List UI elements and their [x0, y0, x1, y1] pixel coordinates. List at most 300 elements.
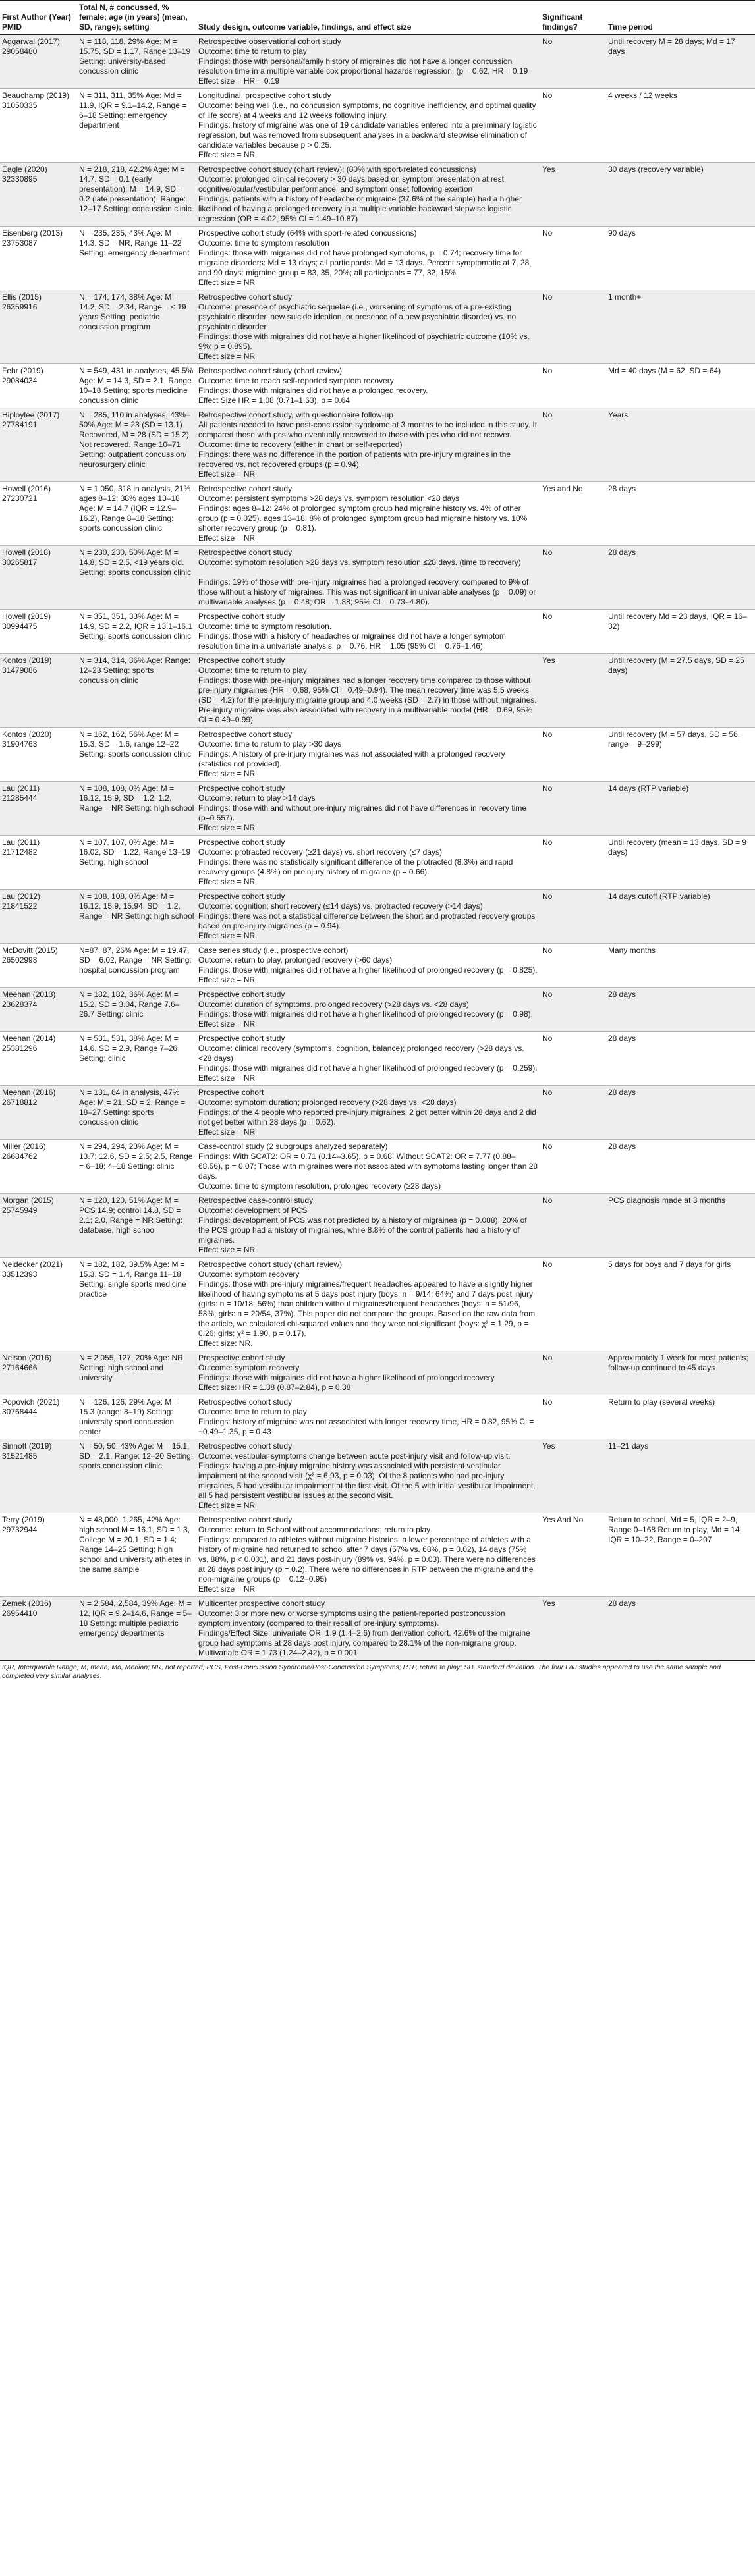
details-line: Findings: those with migraines did not have a higher likelihood of prolonged recovery. — [198, 1373, 497, 1382]
details-line: Findings: development of PCS was not predicted by a history of migraines (p = 0.088). 20% of the PCS group had a history of migraines, while 8.8% of the control patients had a history of migraines. — [198, 1216, 527, 1245]
cell-significant: Yes And No — [540, 1513, 606, 1597]
cell-details — [196, 35, 540, 89]
cell-author — [0, 1194, 77, 1258]
table-row — [0, 408, 755, 482]
details-line: Outcome: vestibular symptoms change between acute post-injury visit and follow-up visit. — [198, 1451, 511, 1461]
table-row — [0, 782, 755, 836]
table-row — [0, 546, 755, 610]
details-line: Findings: ages 8–12: 24% of prolonged symptom group had migraine history vs. 4% of other group (p = 0.025). ages 13–18: 8% of prolonged symptom group had migraine history vs. 10% shorter recovery group (p = 0.81). — [198, 504, 528, 533]
table-footnote: IQR, Interquartile Range; M, mean; Md, Median; NR, not reported; PCS, Post-Concussion Syndrome/Post-Concussion Symptoms; RTP, return to play; SD, standard deviation. The four Lau studies appeared to use the same sample and completed very similar analyses. — [2, 1663, 721, 1680]
details-line: Findings: those with a history of headaches or migraines did not have a longer symptom resolution time in a univariate analysis, p = 0.76, HR = 1.05 (95% CI = 0.76–1.46). — [198, 631, 506, 651]
details-line: Retrospective observational cohort study — [198, 37, 341, 46]
details-line: Effect size = NR — [198, 533, 256, 543]
author-year: Meehan (2016) — [2, 1088, 56, 1097]
cell-author — [0, 290, 77, 364]
details-line: Effect size = NR — [198, 278, 256, 287]
details-line: Findings: history of migraine was one of 19 candidate variables entered into a preliminary logistic regression, but was removed from subsequent analyses in a backward stepwise elimination of candidate variables because p > 0.25. — [198, 121, 537, 149]
details-line: Findings: there was no difference in the portion of patients with pre-injury migraines in the recovered vs. not recovered groups (p = 0.94). — [198, 450, 511, 469]
cell-time-period: 14 days (RTP variable) — [606, 782, 755, 836]
author-year: Kontos (2019) — [2, 656, 52, 665]
cell-author — [0, 163, 77, 227]
author-year: Meehan (2013) — [2, 990, 56, 999]
cell-significant: No — [540, 610, 606, 654]
cell-author — [0, 610, 77, 654]
pmid: 27230721 — [2, 494, 38, 503]
details-line: Retrospective cohort study (chart review) — [198, 366, 343, 375]
cell-details — [196, 728, 540, 782]
cell-significant: No — [540, 546, 606, 610]
details-line: Retrospective cohort study — [198, 730, 293, 739]
author-year: McDovitt (2015) — [2, 946, 58, 955]
cell-author — [0, 782, 77, 836]
cell-author — [0, 364, 77, 408]
details-line: Prospective cohort study — [198, 838, 285, 847]
cell-details — [196, 227, 540, 290]
pmid: 23628374 — [2, 1000, 38, 1009]
details-line: Prospective cohort — [198, 1088, 264, 1097]
pmid: 29058480 — [2, 47, 38, 56]
table-row — [0, 1032, 755, 1086]
cell-details — [196, 408, 540, 482]
details-line: Prospective cohort study — [198, 656, 285, 665]
cell-significant: No — [540, 89, 606, 163]
details-line: Outcome: symptom duration; prolonged recovery (>28 days vs. <28 days) — [198, 1098, 457, 1107]
author-year: Aggarwal (2017) — [2, 37, 61, 46]
details-line: Outcome: time to return to play — [198, 47, 307, 56]
header-significant: Significant findings? — [540, 1, 606, 35]
details-line: Retrospective cohort study — [198, 548, 293, 557]
cell-significant: No — [540, 782, 606, 836]
details-line: Retrospective cohort study — [198, 1515, 293, 1524]
details-line: Outcome: time to recovery (either in chart or self-reported) — [198, 440, 403, 449]
pmid: 21841522 — [2, 901, 38, 911]
cell-sample: N = 285, 110 in analyses, 43%–50% Age: M = 23 (SD = 13.1) Recovered, M = 28 (SD = 15.2) Not recovered. Range 10–71 Setting: outpatient concussion/ neurosurgery clinic — [77, 408, 196, 482]
header-sample: Total N, # concussed, % female; age (in years) (mean, SD, range); setting — [77, 1, 196, 35]
table-row — [0, 482, 755, 546]
details-line: Findings: those with pre-injury migraines had a longer recovery time compared to those without pre-injury migraines (HR = 0.68, 95% CI = 0.49–0.94). The mean recovery time was 5.5 weeks (SD = 4.2) for the pre-injury migraine group and 4.0 weeks (SD = 2.7) in those without migraines. Pre-injury migraine was also associated with recovery in a multivariable model (HR = 0.69, 95% CI = 0.49–0.99) — [198, 676, 537, 724]
table-row — [0, 654, 755, 728]
details-line: Effect Size HR = 1.08 (0.71–1.63), p = 0.64 — [198, 396, 350, 405]
author-year: Hiploylee (2017) — [2, 410, 60, 419]
cell-sample: N = 549, 431 in analyses, 45.5% Age: M = 14.3, SD = 2.1, Range 10–18 Setting: sports medicine concussion clinic — [77, 364, 196, 408]
pmid: 31479086 — [2, 666, 38, 675]
table-row — [0, 836, 755, 890]
cell-author — [0, 1140, 77, 1194]
details-line: Prospective cohort study — [198, 1353, 285, 1362]
author-year: Eagle (2020) — [2, 165, 47, 174]
cell-author — [0, 35, 77, 89]
cell-significant: No — [540, 1194, 606, 1258]
details-line: Case series study (i.e., prospective cohort) — [198, 946, 349, 955]
cell-significant: No — [540, 988, 606, 1032]
details-line: Findings: history of migraine was not associated with longer recovery time, HR = 0.82, 95% CI = −0.49–1.35, p = 0.43 — [198, 1417, 534, 1436]
cell-sample: N = 126, 126, 29% Age: M = 15.3 (range: 8–19) Setting: university sport concussion center — [77, 1395, 196, 1439]
author-year: Miller (2016) — [2, 1142, 46, 1151]
table-row — [0, 1395, 755, 1439]
cell-sample: N = 531, 531, 38% Age: M = 14.6, SD = 2.9, Range 7–26 Setting: clinic — [77, 1032, 196, 1086]
author-year: Howell (2016) — [2, 484, 51, 493]
cell-time-period: 5 days for boys and 7 days for girls — [606, 1258, 755, 1351]
cell-sample: N = 235, 235, 43% Age: M = 14.3, SD = NR, Range 11–22 Setting: emergency department — [77, 227, 196, 290]
cell-sample: N = 108, 108, 0% Age: M = 16.12, 15.9, 15.94, SD = 1.2, Range = NR Setting: high school — [77, 890, 196, 944]
pmid: 27164666 — [2, 1363, 38, 1372]
cell-time-period: Until recovery M = 28 days; Md = 17 days — [606, 35, 755, 89]
cell-sample: N = 182, 182, 36% Age: M = 15.2, SD = 3.04, Range 7.6–26.7 Setting: clinic — [77, 988, 196, 1032]
details-line: Prospective cohort study — [198, 784, 285, 793]
cell-details — [196, 89, 540, 163]
details-line: Outcome: time to reach self-reported symptom recovery — [198, 376, 394, 385]
table-row — [0, 1351, 755, 1395]
cell-sample: N = 108, 108, 0% Age: M = 16.12, 15.9, SD = 1.2, 1.2, Range = NR Setting: high school — [77, 782, 196, 836]
cell-details — [196, 890, 540, 944]
details-line: Findings: With SCAT2: OR = 0.71 (0.14–3.65), p = 0.68! Without SCAT2: OR = 7.77 (0.88–68.56), p = 0.07; Those with migraines were not associated with symptoms lasting longer than 28 days. — [198, 1152, 538, 1181]
cell-significant: No — [540, 35, 606, 89]
details-line: Effect size = NR — [198, 150, 256, 159]
pmid: 21285444 — [2, 793, 38, 803]
details-line: Retrospective cohort study — [198, 1441, 293, 1451]
details-line — [198, 568, 538, 577]
author-year: Morgan (2015) — [2, 1196, 54, 1205]
author-year: Zemek (2016) — [2, 1599, 51, 1608]
details-line: Retrospective cohort study — [198, 484, 293, 493]
cell-time-period: Approximately 1 week for most patients; follow-up continued to 45 days — [606, 1351, 755, 1395]
cell-sample: N = 174, 174, 38% Age: M = 14.2, SD = 2.34, Range = ≤ 19 years Setting: pediatric concussion program — [77, 290, 196, 364]
details-line: Findings: those with pre-injury migraines/frequent headaches appeared to have a slightly higher likelihood of having symptoms at 5 days post injury (boys: n = 9/14; 64%) and 7 days post injury (girls: n = 10/18; 56%) than children without migraines/frequent headaches (boys: n = 51/96, 53%; girls: n = 20/54, 37%). This paper did not compare the groups. Based on the raw data from the article, we calculated chi-squared values and they were not significant (boys: χ² = 1.29, p = 0.26; girls: χ² = 1.90, p = 0.17). — [198, 1279, 536, 1338]
details-line: Outcome: duration of symptoms. prolonged recovery (>28 days vs. <28 days) — [198, 1000, 469, 1009]
cell-time-period: Until recovery Md = 23 days, IQR = 16–32) — [606, 610, 755, 654]
details-line: All patients needed to have post-concussion syndrome at 3 months to be included in this study. It compared those with pcs who eventually recovered to those with pcs who did not recover. — [198, 420, 538, 439]
details-line: Effect size = NR — [198, 1245, 256, 1254]
details-line: Outcome: return to School without accommodations; return to play — [198, 1525, 431, 1534]
author-year: Terry (2019) — [2, 1515, 45, 1524]
cell-significant: Yes and No — [540, 482, 606, 546]
pmid: 26954410 — [2, 1609, 38, 1618]
table-row — [0, 290, 755, 364]
details-line: Effect size: HR = 1.38 (0.87–2.84), p = 0.38 — [198, 1383, 351, 1392]
table-row — [0, 988, 755, 1032]
details-line: Multicenter prospective cohort study — [198, 1599, 325, 1608]
details-line: Outcome: clinical recovery (symptoms, cognition, balance); prolonged recovery (>28 days vs. <28 days) — [198, 1044, 524, 1063]
details-line: Outcome: return to play, prolonged recovery (>60 days) — [198, 955, 393, 965]
author-year: Fehr (2019) — [2, 366, 43, 375]
cell-sample: N = 218, 218, 42.2% Age: M = 14.7, SD = 0.1 (early presentation); M = 14.9, SD = 0.2 (late presentation); Range: 12–17 Setting: concussion clinic — [77, 163, 196, 227]
cell-sample: N = 351, 351, 33% Age: M = 14.9, SD = 2.2, IQR = 13.1–16.1 Setting: sports concussion clinic — [77, 610, 196, 654]
cell-time-period: 28 days — [606, 482, 755, 546]
details-line: Outcome: being well (i.e., no concussion symptoms, no cognitive inefficiency, and optimal quality of life score) at 4 weeks and 12 weeks following injury. — [198, 101, 536, 120]
cell-author — [0, 1086, 77, 1140]
details-line: Effect size = NR — [198, 1501, 256, 1510]
details-line: Prospective cohort study — [198, 1034, 285, 1043]
cell-details — [196, 546, 540, 610]
details-line: Outcome: time to return to play — [198, 1407, 307, 1416]
details-line: Retrospective cohort study — [198, 292, 293, 302]
cell-significant: No — [540, 944, 606, 988]
details-line: Prospective cohort study — [198, 612, 285, 621]
details-line: Findings: of the 4 people who reported pre-injury migraines, 2 got better within 28 days and 2 did not get better within 28 days (p = 0.62). — [198, 1108, 536, 1127]
author-year: Howell (2018) — [2, 548, 51, 557]
author-year: Ellis (2015) — [2, 292, 42, 302]
pmid: 26684762 — [2, 1152, 38, 1161]
details-line: Findings: those with migraines did not have prolonged symptoms, p = 0.74; recovery time for migraine disorders: Md = 13 days; all participants: Md = 13 days. Percent symptomatic at 7, 28, and 90 days: migraine group = 83, 35, 20%; all participants = 77, 32, 15%. — [198, 248, 532, 277]
cell-time-period: 30 days (recovery variable) — [606, 163, 755, 227]
cell-time-period: Years — [606, 408, 755, 482]
cell-details — [196, 1439, 540, 1513]
table-row — [0, 1597, 755, 1661]
details-line: Effect size = NR — [198, 352, 256, 361]
table-row — [0, 1258, 755, 1351]
cell-author — [0, 1395, 77, 1439]
details-line: Findings: compared to athletes without migraine histories, a lower percentage of athletes with a history of migraine had returned to school after 7 days (57% vs. 68%, p = 0.02), 14 days (75% vs. 88%, p < 0.001), and 21 days post-injury (89% vs. 94%, p = 0.03). There were no differences at 28 days post injury (p = 0.2). There were no differences in RTP between the migraine and the non-migraine groups (p = 0.12–0.95) — [198, 1535, 536, 1584]
details-line: Findings: patients with a history of headache or migraine (37.6% of the sample) had a higher likelihood of having a prolonged recovery in a multiple variable backward stepwise logistic regression (OR = 4.02, 95% CI = 1.49–10.87) — [198, 194, 522, 223]
cell-details — [196, 482, 540, 546]
author-year: Lau (2011) — [2, 784, 40, 793]
details-line: Effect size = NR — [198, 1019, 256, 1029]
cell-details — [196, 782, 540, 836]
cell-time-period: 90 days — [606, 227, 755, 290]
details-line: Findings: A history of pre-injury migraines was not associated with a prolonged recovery (statistics not provided). — [198, 749, 505, 768]
cell-significant: Yes — [540, 654, 606, 728]
cell-details — [196, 1032, 540, 1086]
cell-details — [196, 610, 540, 654]
cell-details — [196, 163, 540, 227]
cell-details — [196, 290, 540, 364]
details-line: Outcome: return to play >14 days — [198, 793, 316, 803]
cell-significant: No — [540, 290, 606, 364]
pmid: 27784191 — [2, 420, 38, 429]
details-line: Longitudinal, prospective cohort study — [198, 91, 331, 100]
cell-sample: N = 2,055, 127, 20% Age: NR Setting: high school and university — [77, 1351, 196, 1395]
cell-sample: N = 230, 230, 50% Age: M = 14.8, SD = 2.5, <19 years old. Setting: sports concussion clinic — [77, 546, 196, 610]
cell-author — [0, 890, 77, 944]
cell-sample: N=87, 87, 26% Age: M = 19.47, SD = 6.02, Range = NR Setting: hospital concussion program — [77, 944, 196, 988]
pmid: 26359916 — [2, 302, 38, 311]
details-line: Outcome: time to symptom resolution. — [198, 622, 332, 631]
cell-sample: N = 50, 50, 43% Age: M = 15.1, SD = 2.1, Range: 12–20 Setting: sports concussion clinic — [77, 1439, 196, 1513]
details-line: Effect size = NR — [198, 975, 256, 984]
cell-time-period: 28 days — [606, 1032, 755, 1086]
table-row — [0, 89, 755, 163]
cell-author — [0, 1258, 77, 1351]
details-line: Findings: those with migraines did not have a prolonged recovery. — [198, 386, 428, 395]
details-line: Outcome: protracted recovery (≥21 days) vs. short recovery (≤7 days) — [198, 847, 442, 857]
cell-time-period: Until recovery (M = 57 days, SD = 56, range = 9–299) — [606, 728, 755, 782]
cell-author — [0, 546, 77, 610]
details-line: Findings: those with and without pre-injury migraines did not have differences in recovery time (p=0.557). — [198, 803, 527, 822]
cell-time-period: Return to play (several weeks) — [606, 1395, 755, 1439]
pmid: 31521485 — [2, 1451, 38, 1461]
details-line: Outcome: symptom resolution >28 days vs. symptom resolution ≤28 days. (time to recovery) — [198, 558, 521, 567]
cell-sample: N = 182, 182, 39.5% Age: M = 15.3, SD = 1.4, Range 11–18 Setting: single sports medicine practice — [77, 1258, 196, 1351]
cell-sample: N = 118, 118, 29% Age: M = 15.75, SD = 1.17, Range 13–19 Setting: university-based concussion clinic — [77, 35, 196, 89]
cell-significant: Yes — [540, 163, 606, 227]
details-line: Outcome: symptom recovery — [198, 1270, 300, 1279]
cell-significant: No — [540, 227, 606, 290]
cell-time-period: 4 weeks / 12 weeks — [606, 89, 755, 163]
details-line: Findings: there was no statistically significant difference of the protracted (8.3%) and rapid recovery groups (4.8%) on preinjury history of migraine (p = 0.66). — [198, 857, 513, 876]
table-row — [0, 227, 755, 290]
table-row — [0, 1194, 755, 1258]
details-line: Effect size = NR — [198, 1127, 256, 1137]
header-author: First Author (Year) PMID — [0, 1, 77, 35]
cell-time-period: Md = 40 days (M = 62, SD = 64) — [606, 364, 755, 408]
cell-details — [196, 836, 540, 890]
cell-details — [196, 1194, 540, 1258]
cell-significant: Yes — [540, 1597, 606, 1661]
cell-author — [0, 944, 77, 988]
author-year: Beauchamp (2019) — [2, 91, 70, 100]
cell-author — [0, 654, 77, 728]
cell-time-period: 28 days — [606, 1086, 755, 1140]
header-row — [0, 1, 755, 35]
cell-significant: No — [540, 1086, 606, 1140]
cell-author — [0, 1032, 77, 1086]
details-line: Outcome: presence of psychiatric sequelae (i.e., worsening of symptoms of a pre-existing psychiatric disorder, new suicide ideation, or presence of a new psychiatric disorder) vs. no psychiatric disorder — [198, 302, 517, 331]
cell-details — [196, 654, 540, 728]
pmid: 30265817 — [2, 558, 38, 567]
author-year: Sinnott (2019) — [2, 1441, 52, 1451]
cell-author — [0, 1351, 77, 1395]
table-row — [0, 1513, 755, 1597]
cell-time-period: 28 days — [606, 1597, 755, 1661]
author-year: Lau (2011) — [2, 838, 40, 847]
cell-author — [0, 408, 77, 482]
table-row — [0, 1086, 755, 1140]
details-line: Effect size = NR — [198, 470, 256, 479]
cell-significant: No — [540, 1351, 606, 1395]
cell-details — [196, 1395, 540, 1439]
table-row — [0, 610, 755, 654]
details-line: Outcome: cognition; short recovery (≤14 days) vs. protracted recovery (>14 days) — [198, 901, 483, 911]
details-line: Effect size = NR — [198, 1073, 256, 1083]
details-line: Outcome: time to return to play — [198, 666, 307, 675]
author-year: Nelson (2016) — [2, 1353, 52, 1362]
table-body — [0, 35, 755, 1661]
table-row — [0, 890, 755, 944]
cell-sample: N = 294, 294, 23% Age: M = 13.7; 12.6, SD = 2.5; 2.5, Range = 6–18; 4–18 Setting: clinic — [77, 1140, 196, 1194]
cell-sample: N = 2,584, 2,584, 39% Age: M = 12, IQR = 9.2–14.6, Range = 5–18 Setting: multiple pediatric emergency departments — [77, 1597, 196, 1661]
cell-sample: N = 48,000, 1,265, 42% Age: high school M = 16.1, SD = 1.3, College M = 20.1, SD = 1.4; Range 14–25 Setting: high school and university athletes in the same sample — [77, 1513, 196, 1597]
cell-author — [0, 89, 77, 163]
pmid: 26718812 — [2, 1098, 38, 1107]
cell-sample: N = 314, 314, 36% Age: Range: 12–23 Setting: sports concussion clinic — [77, 654, 196, 728]
table-row — [0, 1439, 755, 1513]
cell-details — [196, 1258, 540, 1351]
cell-sample: N = 311, 311, 35% Age: Md = 11.9, IQR = 9.1–14.2, Range = 6–18 Setting: emergency department — [77, 89, 196, 163]
cell-time-period: 28 days — [606, 988, 755, 1032]
cell-details — [196, 944, 540, 988]
details-line: Findings: having a pre-injury migraine history was associated with persistent vestibular impairment at the second visit (χ² = 6.93, p = 0.03). Of the 8 patients who had pre-injury migraines, 5 had vestibular impairment at the first visit. Of the 5 with initial vestibular impairment, all 5 had persistent vestibular issues at the second visit. — [198, 1461, 536, 1500]
cell-significant: No — [540, 836, 606, 890]
details-line: Effect size = HR = 0.19 — [198, 76, 280, 86]
details-line: Findings/Effect Size: univariate OR=1.9 (1.4–2.6) from derivation cohort. 42.6% of the migraine group had symptoms at 28 days post injury, compared to 28.1% of the non-migraine group. Multivariate OR = 1.73 (1.24–2.42), p = 0.001 — [198, 1628, 530, 1657]
author-year: Neidecker (2021) — [2, 1260, 63, 1269]
header-time: Time period — [606, 1, 755, 35]
details-line: Case-control study (2 subgroups analyzed separately) — [198, 1142, 388, 1151]
cell-author — [0, 988, 77, 1032]
author-year: Lau (2012) — [2, 892, 41, 901]
cell-time-period: PCS diagnosis made at 3 months — [606, 1194, 755, 1258]
pmid: 29732944 — [2, 1525, 38, 1534]
table-row — [0, 364, 755, 408]
details-line: Retrospective cohort study (chart review) — [198, 1260, 343, 1269]
cell-significant: No — [540, 728, 606, 782]
author-year: Popovich (2021) — [2, 1397, 60, 1407]
details-line: Findings: those with migraines did not have a higher likelihood of prolonged recovery (p = 0.259). — [198, 1063, 538, 1073]
cell-details — [196, 1140, 540, 1194]
cell-author — [0, 1597, 77, 1661]
cell-sample: N = 120, 120, 51% Age: M = PCS 14.9; control 14.8, SD = 2.1; 2.0, Range = NR Setting: database, high school — [77, 1194, 196, 1258]
pmid: 32330895 — [2, 174, 38, 184]
author-year: Eisenberg (2013) — [2, 228, 63, 238]
cell-time-period: Until recovery (M = 27.5 days, SD = 25 days) — [606, 654, 755, 728]
author-year: Kontos (2020) — [2, 730, 52, 739]
pmid: 33512393 — [2, 1270, 38, 1279]
cell-author — [0, 1439, 77, 1513]
pmid: 26502998 — [2, 955, 38, 965]
cell-details — [196, 1351, 540, 1395]
details-line: Prospective cohort study — [198, 892, 285, 901]
pmid: 25745949 — [2, 1206, 38, 1215]
author-year: Howell (2019) — [2, 612, 51, 621]
cell-details — [196, 1597, 540, 1661]
pmid: 30768444 — [2, 1407, 38, 1416]
pmid: 29084034 — [2, 376, 38, 385]
details-line: Prospective cohort study — [198, 990, 285, 999]
cell-time-period: 14 days cutoff (RTP variable) — [606, 890, 755, 944]
cell-time-period: Many months — [606, 944, 755, 988]
details-line: Effect size = NR — [198, 931, 256, 940]
cell-time-period: 1 month+ — [606, 290, 755, 364]
details-line: Findings: 19% of those with pre-injury migraines had a prolonged recovery, compared to 9% of those without a history of migraines. This was not significant in univariable analyses (p = 0.09) or multivariable analyses (p = 0.48; OR = 1.88; 95% CI = 0.73–4.80). — [198, 577, 536, 606]
cell-author — [0, 482, 77, 546]
details-line: Effect size = NR — [198, 1584, 256, 1594]
cell-time-period: 11–21 days — [606, 1439, 755, 1513]
details-line: Outcome: development of PCS — [198, 1206, 308, 1215]
cell-sample: N = 1,050, 318 in analysis, 21% ages 8–12; 38% ages 13–18 Age: M = 14.7 (IQR = 12.9–16.2), Range 8–18 Setting: sports concussion clinic — [77, 482, 196, 546]
details-line: Outcome: prolonged clinical recovery > 30 days based on symptom presentation at rest, cognitive/ocular/vestibular performance, and symptom onset following exertion — [198, 174, 507, 194]
cell-significant: No — [540, 890, 606, 944]
table-row — [0, 1140, 755, 1194]
cell-significant: No — [540, 364, 606, 408]
pmid: 25381296 — [2, 1044, 38, 1053]
cell-time-period: Return to school, Md = 5, IQR = 2–9, Range 0–168 Return to play, Md = 14, IQR = 10–22, Range = 0–207 — [606, 1513, 755, 1597]
details-line: Prospective cohort study (64% with sport-related concussions) — [198, 228, 417, 238]
cell-details — [196, 1086, 540, 1140]
cell-details — [196, 1513, 540, 1597]
pmid: 23753087 — [2, 238, 38, 248]
header-details: Study design, outcome variable, findings, and effect size — [196, 1, 540, 35]
details-line: Findings: those with migraines did not have a higher likelihood of psychiatric outcome (10% vs. 9%; p = 0.895). — [198, 332, 530, 351]
cell-sample: N = 162, 162, 56% Age: M = 15.3, SD = 1.6, range 12–22 Setting: sports concussion clinic — [77, 728, 196, 782]
details-line: Outcome: 3 or more new or worse symptoms using the patient-reported postconcussion symptom inventory (compared to their recall of pre-injury symptoms). — [198, 1609, 505, 1628]
details-line: Effect size = NR — [198, 769, 256, 778]
details-line: Findings: those with personal/family history of migraines did not have a longer concussion resolution time in a multiple variable cox proportional hazards regression, (p = 0.62, HR = 0.19 — [198, 57, 528, 76]
author-year: Meehan (2014) — [2, 1034, 56, 1043]
details-line: Outcome: persistent symptoms >28 days vs. symptom resolution <28 days — [198, 494, 460, 503]
cell-author — [0, 836, 77, 890]
cell-significant: No — [540, 1395, 606, 1439]
cell-time-period: 28 days — [606, 546, 755, 610]
table-row — [0, 944, 755, 988]
details-line: Outcome: symptom recovery — [198, 1363, 300, 1372]
details-line: Retrospective case-control study — [198, 1196, 314, 1205]
table-row — [0, 728, 755, 782]
cell-details — [196, 364, 540, 408]
details-line: Findings: those with migraines did not have a higher likelihood of prolonged recovery (p = 0.98). — [198, 1009, 533, 1019]
details-line: Effect size = NR — [198, 823, 256, 832]
cell-details — [196, 988, 540, 1032]
details-line: Retrospective cohort study, with questionnaire follow-up — [198, 410, 393, 419]
